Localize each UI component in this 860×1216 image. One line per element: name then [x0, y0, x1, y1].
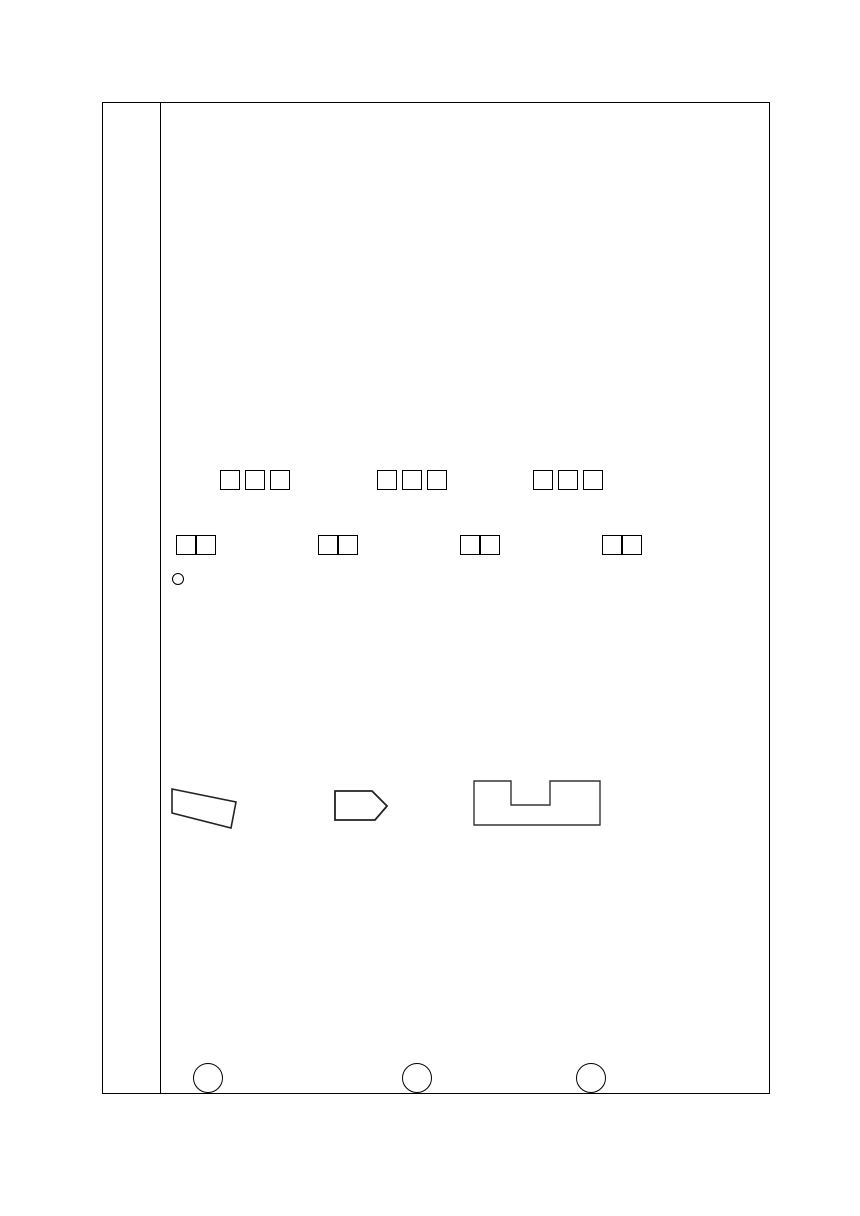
q12-item	[402, 1063, 432, 1093]
comparison-circle[interactable]	[193, 1063, 223, 1093]
parallelogram-shape	[172, 789, 236, 828]
comparison-circle[interactable]	[576, 1063, 606, 1093]
comparison-circle[interactable]	[402, 1063, 432, 1093]
q12-item	[193, 1063, 223, 1093]
q12-item	[576, 1063, 606, 1093]
pentagon-shape	[335, 791, 387, 820]
notched-rectangle-shape	[474, 781, 600, 825]
